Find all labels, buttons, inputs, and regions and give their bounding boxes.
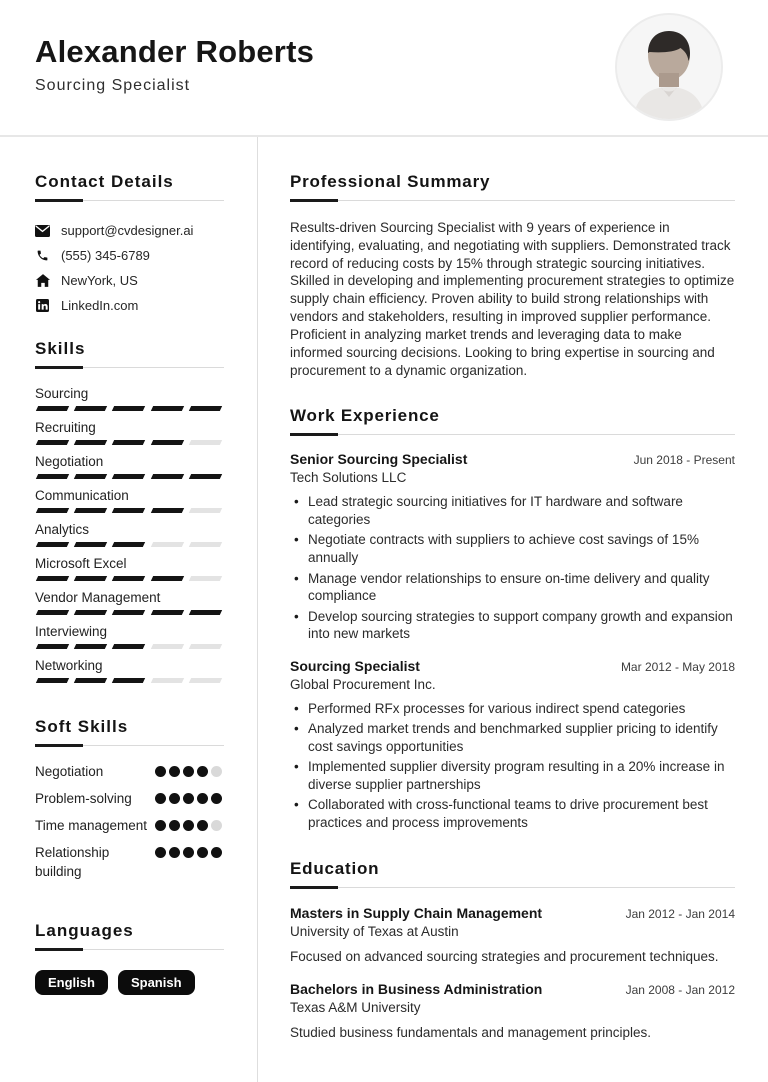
skill-item [35, 522, 224, 547]
skills-section [35, 339, 224, 683]
skill-bar-segment-filled [74, 576, 108, 581]
skill-item [35, 420, 224, 445]
skill-bar-segment-filled [36, 508, 70, 513]
job-bullet-list [290, 700, 735, 832]
person-name: Alexander Roberts [35, 34, 315, 69]
contact-email-text: support@cvdesigner.ai [61, 223, 194, 238]
skill-name: Communication [35, 488, 129, 503]
person-job-title: Sourcing Specialist [35, 77, 191, 94]
soft-skill-level-dots [155, 844, 222, 882]
skill-list [35, 386, 224, 683]
skill-bar-segment-empty [150, 644, 184, 649]
skill-bar-segment-filled [74, 542, 108, 547]
skill-bar-segment-empty [150, 678, 184, 683]
soft-skill-item [35, 763, 224, 782]
bullet-point: • Lead strategic sourcing initiatives for IT hardware and software categories [290, 493, 735, 528]
heading-rule [290, 433, 735, 436]
degree-dates: Jan 2008 - Jan 2012 [625, 983, 735, 998]
skill-bar-segment-filled [112, 576, 146, 581]
skill-bar-segment-filled [36, 406, 70, 411]
degree-description: Focused on advanced sourcing strategies and procurement techniques. [290, 948, 719, 964]
summary-section [290, 172, 735, 379]
soft-skill-name: Relationship building [35, 844, 110, 879]
heading-rule [35, 744, 224, 747]
bullet-point: • Manage vendor relationships to ensure on-time delivery and quality compliance [290, 570, 735, 605]
soft-skill-item [35, 790, 224, 809]
skill-dot-filled [155, 766, 166, 777]
skill-item [35, 556, 224, 581]
contact-list [35, 223, 224, 313]
skill-level-bar [37, 610, 221, 615]
skill-dot-filled [183, 847, 194, 858]
skill-dot-filled [197, 847, 208, 858]
contact-section [35, 172, 224, 313]
contact-location-text: NewYork, US [61, 273, 138, 288]
degree-title: Masters in Supply Chain Management [290, 904, 543, 921]
skill-bar-segment-filled [36, 610, 70, 615]
skill-bar-segment-filled [112, 508, 146, 513]
skill-level-bar [37, 678, 221, 683]
skill-bar-segment-filled [36, 440, 70, 445]
envelope-icon [35, 223, 50, 238]
skill-bar-segment-filled [150, 406, 184, 411]
job-company: Tech Solutions LLC [290, 470, 407, 486]
contact-phone [35, 248, 224, 263]
soft-skill-level-dots [155, 763, 222, 782]
soft-skill-level-dots [155, 817, 222, 836]
job-title: Sourcing Specialist [290, 657, 420, 674]
summary-text: Results-driven Sourcing Specialist with 9 years of experience in identifying, evaluating, and negotiating with suppliers. Demonstrated track record of reducing costs by 15% through strategic sourcing initiatives. Skilled in developing and implementing procurement strategies to optimize supply chain efficiency. Proven ability to build strong relationships with vendors and stakeholders, resulting in improved supplier performance. Proficient in analyzing market trends and leveraging data to make informed sourcing decisions. Looking to bring expertise in sourcing and procurement to a dynamic organization. [290, 220, 735, 378]
job-dates: Jun 2018 - Present [633, 453, 735, 468]
header-divider [0, 135, 768, 137]
sidebar [0, 136, 258, 1082]
skill-bar-segment-empty [150, 542, 184, 547]
skill-dot-filled [169, 820, 180, 831]
skill-bar-segment-filled [112, 610, 146, 615]
skill-bar-segment-empty [189, 678, 223, 683]
skill-bar-segment-empty [189, 542, 223, 547]
job-company: Global Procurement Inc. [290, 676, 436, 692]
skill-dot-filled [183, 820, 194, 831]
skill-dot-filled [155, 820, 166, 831]
skill-dot-filled [197, 793, 208, 804]
skill-bar-segment-empty [189, 440, 223, 445]
job-list [290, 451, 735, 831]
skill-item [35, 590, 224, 615]
skill-item [35, 386, 224, 411]
skill-name: Analytics [35, 522, 90, 537]
skill-name: Recruiting [35, 420, 96, 435]
contact-linkedin-text: LinkedIn.com [61, 298, 139, 313]
skill-bar-segment-filled [150, 508, 184, 513]
skill-bar-segment-empty [189, 576, 223, 581]
skill-name: Negotiation [35, 454, 104, 469]
skill-bar-segment-filled [36, 678, 70, 683]
content-columns [0, 136, 768, 1082]
degree-entry [290, 981, 735, 1042]
skill-dot-filled [211, 793, 222, 804]
skill-name: Microsoft Excel [35, 556, 127, 571]
skill-dot-empty [211, 766, 222, 777]
skill-bar-segment-filled [74, 440, 108, 445]
skill-level-bar [37, 406, 221, 411]
skill-name: Interviewing [35, 624, 108, 639]
degree-dates: Jan 2012 - Jan 2014 [625, 906, 735, 921]
skill-dot-filled [169, 793, 180, 804]
languages-heading: Languages [35, 921, 134, 941]
skill-bar-segment-filled [112, 440, 146, 445]
soft-skill-name: Negotiation [35, 764, 104, 779]
skill-bar-segment-filled [150, 474, 184, 479]
skill-level-bar [37, 440, 221, 445]
skill-bar-segment-empty [189, 644, 223, 649]
job-entry [290, 658, 735, 832]
skill-bar-segment-filled [112, 406, 146, 411]
degree-description: Studied business fundamentals and management principles. [290, 1025, 651, 1041]
bullet-point: • Negotiate contracts with suppliers to achieve cost savings of 15% annually [290, 531, 735, 566]
skill-item [35, 454, 224, 479]
job-header [290, 658, 735, 674]
heading-rule [35, 948, 224, 951]
skill-bar-segment-filled [112, 474, 146, 479]
summary-heading: Professional Summary [290, 172, 491, 191]
bullet-point: • Develop sourcing strategies to support company growth and expansion into new markets [290, 608, 735, 643]
soft-skill-level-dots [155, 790, 222, 809]
skill-dot-filled [155, 793, 166, 804]
soft-skill-name: Time management [35, 817, 148, 833]
job-dates: Mar 2012 - May 2018 [620, 659, 735, 674]
bullet-point: • Analyzed market trends and benchmarked supplier pricing to identify cost savings opportunities [290, 720, 735, 755]
contact-location [35, 273, 224, 288]
skill-bar-segment-filled [189, 474, 223, 479]
language-badge: English [35, 970, 108, 995]
home-icon [35, 273, 50, 288]
skill-item [35, 658, 224, 683]
skill-level-bar [37, 508, 221, 513]
degree-school: Texas A&M University [290, 1000, 421, 1016]
skill-dot-filled [169, 766, 180, 777]
skill-bar-segment-filled [189, 406, 223, 411]
skill-bar-segment-filled [189, 610, 223, 615]
skill-bar-segment-filled [150, 576, 184, 581]
skill-bar-segment-filled [36, 542, 70, 547]
skills-heading: Skills [35, 339, 86, 358]
degree-title: Bachelors in Business Administration [290, 981, 543, 998]
skill-level-bar [37, 474, 221, 479]
degree-header [290, 981, 735, 997]
skill-bar-segment-filled [150, 440, 184, 445]
skill-bar-segment-filled [150, 610, 184, 615]
contact-heading: Contact Details [35, 172, 174, 191]
skill-name: Vendor Management [35, 590, 161, 605]
heading-rule [290, 199, 735, 202]
bullet-point: • Collaborated with cross-functional teams to drive procurement best practices and process improvements [290, 796, 735, 831]
header [0, 0, 768, 136]
job-entry [290, 451, 735, 642]
heading-rule [35, 199, 224, 202]
soft-skill-list [35, 763, 224, 881]
skill-dot-empty [211, 820, 222, 831]
skill-bar-segment-filled [74, 474, 108, 479]
soft-skills-heading: Soft Skills [35, 717, 129, 736]
skill-bar-segment-filled [112, 678, 146, 683]
skill-level-bar [37, 644, 221, 649]
skill-dot-filled [211, 847, 222, 858]
degree-entry [290, 905, 735, 966]
linkedin-icon [35, 298, 50, 313]
soft-skill-name: Problem-solving [35, 790, 132, 806]
skill-bar-segment-filled [112, 644, 146, 649]
skill-bar-segment-filled [36, 644, 70, 649]
skill-dot-filled [183, 793, 194, 804]
contact-linkedin [35, 298, 224, 313]
experience-section [290, 406, 735, 831]
skill-name: Sourcing [35, 386, 89, 401]
skill-bar-segment-empty [189, 508, 223, 513]
skill-bar-segment-filled [112, 542, 146, 547]
job-header [290, 451, 735, 467]
main-column [258, 136, 768, 1082]
skill-dot-filled [155, 847, 166, 858]
skill-bar-segment-filled [74, 610, 108, 615]
skill-item [35, 488, 224, 513]
skill-bar-segment-filled [74, 644, 108, 649]
contact-email [35, 223, 224, 238]
languages-section [35, 921, 224, 995]
skill-dot-filled [197, 820, 208, 831]
skill-bar-segment-filled [36, 576, 70, 581]
skill-dot-filled [197, 766, 208, 777]
phone-icon [35, 248, 50, 263]
degree-header [290, 905, 735, 921]
skill-name: Networking [35, 658, 103, 673]
language-badge: Spanish [118, 970, 195, 995]
skill-level-bar [37, 542, 221, 547]
skill-level-bar [37, 576, 221, 581]
skill-bar-segment-filled [74, 406, 108, 411]
skill-dot-filled [183, 766, 194, 777]
skill-dot-filled [169, 847, 180, 858]
bullet-point: • Implemented supplier diversity program resulting in a 20% increase in diverse supplier partnerships [290, 758, 735, 793]
job-title: Senior Sourcing Specialist [290, 451, 468, 468]
job-bullet-list [290, 493, 735, 642]
portrait-photo-icon [617, 15, 721, 119]
language-pill-list [35, 970, 224, 995]
soft-skill-item [35, 817, 224, 836]
heading-rule [35, 366, 224, 369]
skill-item [35, 624, 224, 649]
experience-heading: Work Experience [290, 406, 440, 426]
bullet-point: • Performed RFx processes for various indirect spend categories [290, 700, 735, 718]
degree-school: University of Texas at Austin [290, 923, 459, 939]
profile-photo [615, 13, 723, 121]
education-heading: Education [290, 858, 380, 878]
contact-phone-text: (555) 345-6789 [61, 248, 150, 263]
soft-skill-item [35, 844, 224, 882]
heading-rule [290, 886, 735, 889]
degree-list [290, 905, 735, 1042]
soft-skills-section [35, 717, 224, 881]
skill-bar-segment-filled [74, 678, 108, 683]
skill-bar-segment-filled [36, 474, 70, 479]
skill-bar-segment-filled [74, 508, 108, 513]
education-section [290, 859, 735, 1042]
